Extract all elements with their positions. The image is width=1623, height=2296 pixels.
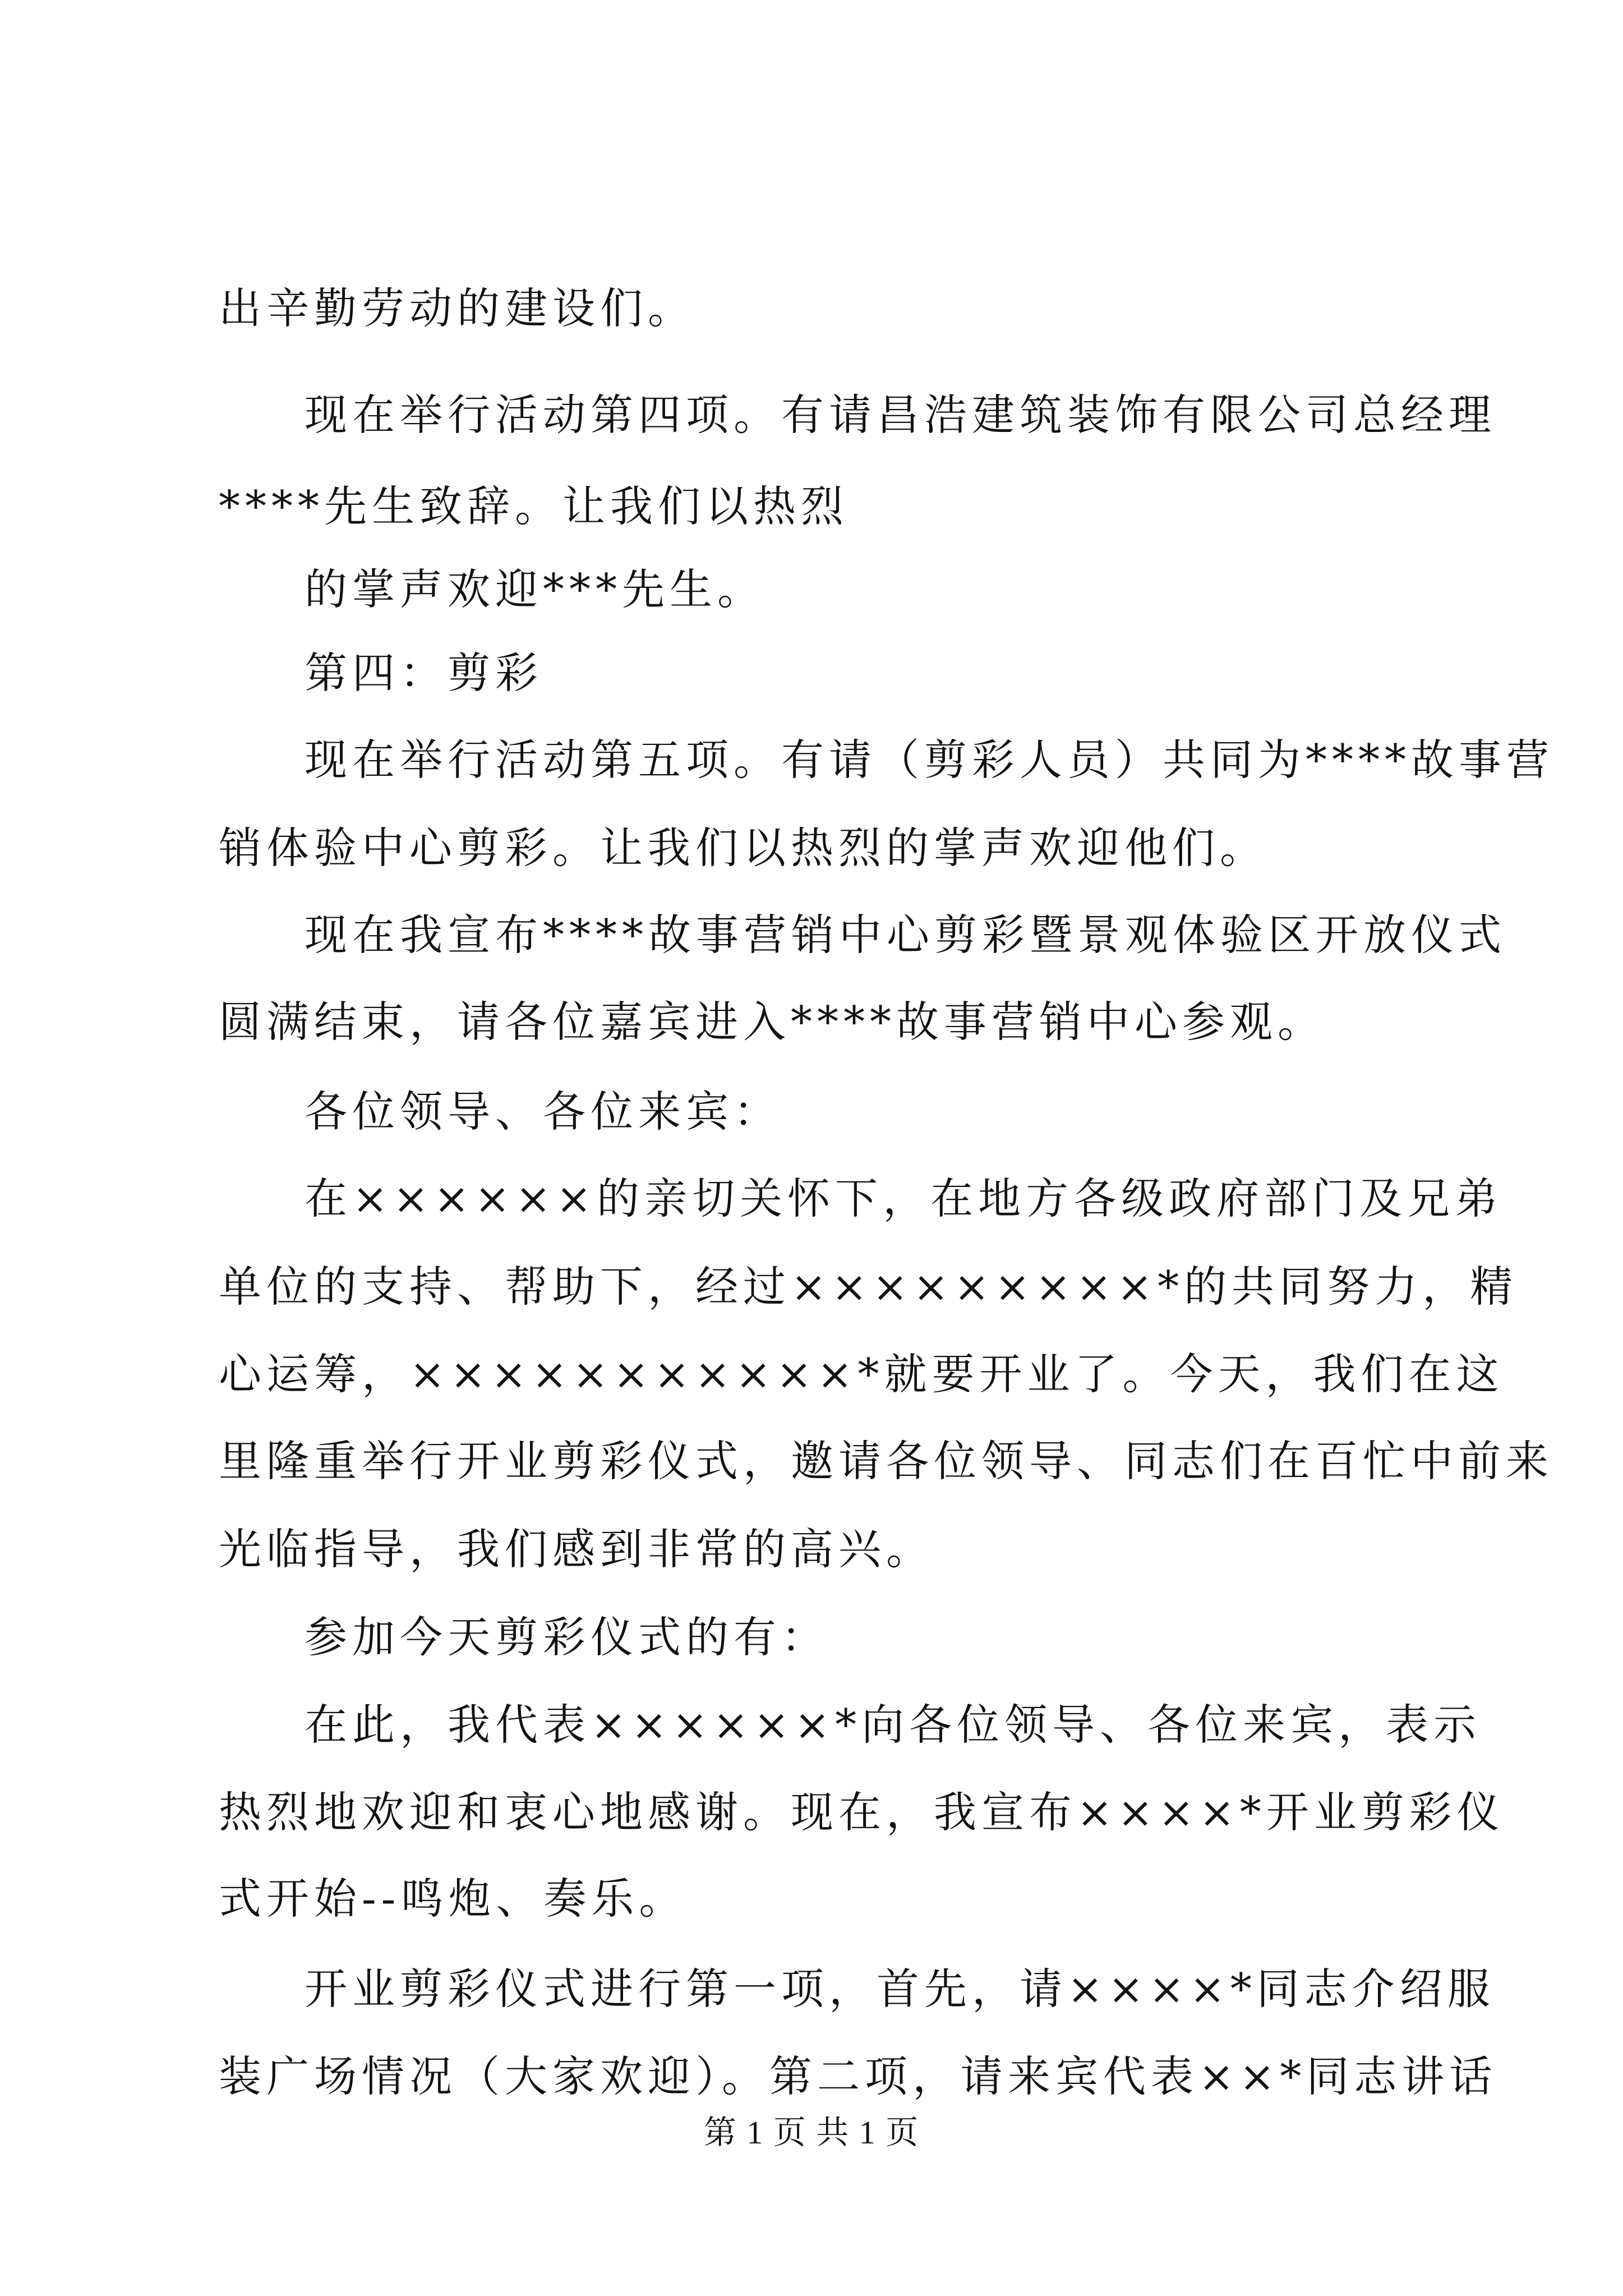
text-line: 销体验中心剪彩。让我们以热烈的掌声欢迎他们。 [219,823,1267,873]
page-number-footer: 第 1 页 共 1 页 [703,2114,920,2151]
text-line: 圆满结束，请各位嘉宾进入****故事营销中心参观。 [219,997,1325,1047]
text-line: 的掌声欢迎***先生。 [305,564,765,614]
text-line: 式开始--鸣炮、奏乐。 [219,1874,687,1924]
section-heading: 第四：剪彩 [305,648,543,698]
text-line: 光临指导，我们感到非常的高兴。 [219,1524,934,1574]
text-line: 开业剪彩仪式进行第一项，首先，请××××*同志介绍服 [305,1964,1495,2014]
text-line: 各位领导、各位来宾： [305,1087,781,1137]
text-line: 心运筹，×××××××××××*就要开业了。今天，我们在这 [219,1349,1504,1399]
text-line: 现在举行活动第四项。有请昌浩建筑装饰有限公司总经理 [305,390,1496,440]
text-line: 热烈地欢迎和衷心地感谢。现在，我宣布××××*开业剪彩仪 [219,1787,1505,1837]
text-line: 在××××××的亲切关怀下，在地方各级政府部门及兄弟 [305,1174,1503,1223]
text-line: 出辛勤劳动的建设们。 [219,283,695,333]
text-line: 单位的支持、帮助下，经过×××××××××*的共同努力，精 [219,1262,1518,1312]
text-line: 在此，我代表××××××*向各位领导、各位来宾，表示 [305,1700,1482,1750]
text-line: 里隆重举行开业剪彩仪式，邀请各位领导、同志们在百忙中前来 [219,1436,1553,1486]
text-line: ****先生致辞。让我们以热烈 [219,481,849,531]
text-line: 装广场情况（大家欢迎）。第二项，请来宾代表××*同志讲话 [219,2051,1497,2101]
text-line: 现在我宣布****故事营销中心剪彩暨景观体验区开放仪式 [305,910,1506,960]
text-line: 现在举行活动第五项。有请（剪彩人员）共同为****故事营 [305,735,1554,785]
text-line: 参加今天剪彩仪式的有： [305,1612,829,1662]
